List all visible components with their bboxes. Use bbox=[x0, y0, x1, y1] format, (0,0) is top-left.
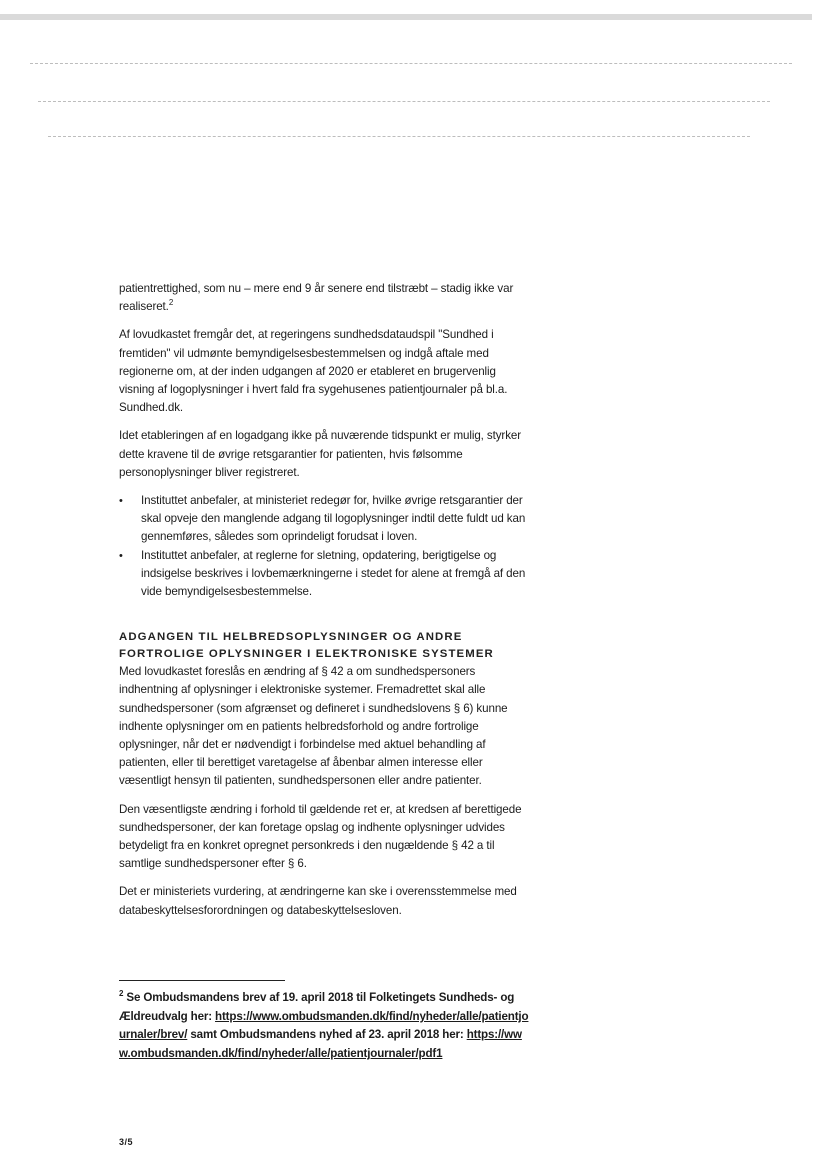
paragraph: Det er ministeriets vurdering, at ændringerne kan ske i overensstemmelse med databeskyttelsesforordningen og databeskyttelsesloven. bbox=[119, 885, 517, 917]
list-item bbox=[119, 547, 531, 602]
footnote-text: samt Ombudsmandens nyhed af 23. april 2018 her: bbox=[187, 1028, 464, 1042]
footnote-link[interactable]: https://www.ombudsmanden.dk/find/nyheder/alle/patientjournaler/brev/ bbox=[119, 1009, 529, 1042]
paragraph: Med lovudkastet foreslås en ændring af § 42 a om sundhedspersoners indhentning af oplysninger i elektroniske systemer. Fremadrettet skal alle sundhedspersoner (som afgrænset og defineret i sundhedslovens § 6) kunne indhente oplysninger om en patients helbredsforhold og andre fortrolige oplysninger, når det er nødvendigt i forbindelse med aktuel behandling af patienten, eller til berettiget varetagelse af åbenbar almen interesse eller væsentligt hensyn til patienten, sundhedspersonen eller andre patienter. bbox=[119, 665, 508, 788]
section-heading: ADGANGEN TIL HELBREDSOPLYSNINGER OG ANDRE FORTROLIGE OPLYSNINGER I ELEKTRONISKE SYSTEMER bbox=[119, 631, 494, 661]
bullet-icon: • bbox=[119, 495, 123, 508]
footnote-reference[interactable]: 2 bbox=[168, 298, 174, 308]
paragraph: Idet etableringen af en logadgang ikke på nuværende tidspunkt er mulig, styrker dette kravene til de øvrige retsgarantier for patienten, hvis følsomme personoplysninger bliver registreret. bbox=[119, 429, 521, 479]
document-body bbox=[119, 280, 531, 930]
paragraph: Af lovudkastet fremgår det, at regeringens sundhedsdataudspil "Sundhed i fremtiden" vil udmønte bemyndigelsesbestemmelsen og indgå aftale med regionerne om, at der inden udgangen af 2020 er etableret en brugervenlig visning af logoplysninger i hvert fald fra sygehusenes patientjournaler på bl.a. Sundhed.dk. bbox=[119, 328, 508, 415]
paragraph bbox=[119, 280, 531, 316]
footnote-number: 2 bbox=[119, 989, 124, 999]
paragraph: Den væsentligste ændring i forhold til gældende ret er, at kredsen af berettigede sundhedspersoner, der kan foretage opslag og indhente oplysninger udvides betydeligt fra en konkret opregnet personkreds i den nugældende § 42 a til samtlige sundhedspersoner efter § 6. bbox=[119, 802, 522, 871]
scan-artifact-line bbox=[30, 63, 792, 65]
list-item-text: Instituttet anbefaler, at ministeriet redegør for, hvilke øvrige retsgarantier der skal opveje den manglende adgang til logoplysninger indtil dette fuldt ud kan gennemføres, således som oprindeligt forudsat i loven. bbox=[141, 494, 526, 544]
footnote bbox=[119, 989, 531, 1063]
page-number: 3/5 bbox=[119, 1137, 134, 1147]
paragraph-text: patientrettighed, som nu – mere end 9 år senere end tilstræbt – stadig ikke var realiseret. bbox=[119, 282, 514, 314]
scan-artifact-line bbox=[38, 101, 770, 103]
list-item bbox=[119, 492, 531, 547]
list-item-text: Instituttet anbefaler, at reglerne for sletning, opdatering, berigtigelse og indsigelse beskrives i lovbemærkningerne i stedet for alene at fremgå af den vide bemyndigelsesbestemmelse. bbox=[141, 548, 526, 599]
scan-artifact-line bbox=[48, 136, 750, 138]
scan-top-bar bbox=[0, 14, 812, 20]
footnote-divider bbox=[119, 980, 285, 981]
footnote-text: Se Ombudsmandens brev af 19. april 2018 til Folketingets Sundheds- og Ældreudvalg her: bbox=[119, 991, 515, 1023]
recommendation-list bbox=[119, 492, 531, 601]
bullet-icon: • bbox=[119, 549, 123, 562]
footnote-link[interactable]: https://www.ombudsmanden.dk/find/nyheder/alle/patientjournaler/pdf1 bbox=[119, 1028, 522, 1060]
